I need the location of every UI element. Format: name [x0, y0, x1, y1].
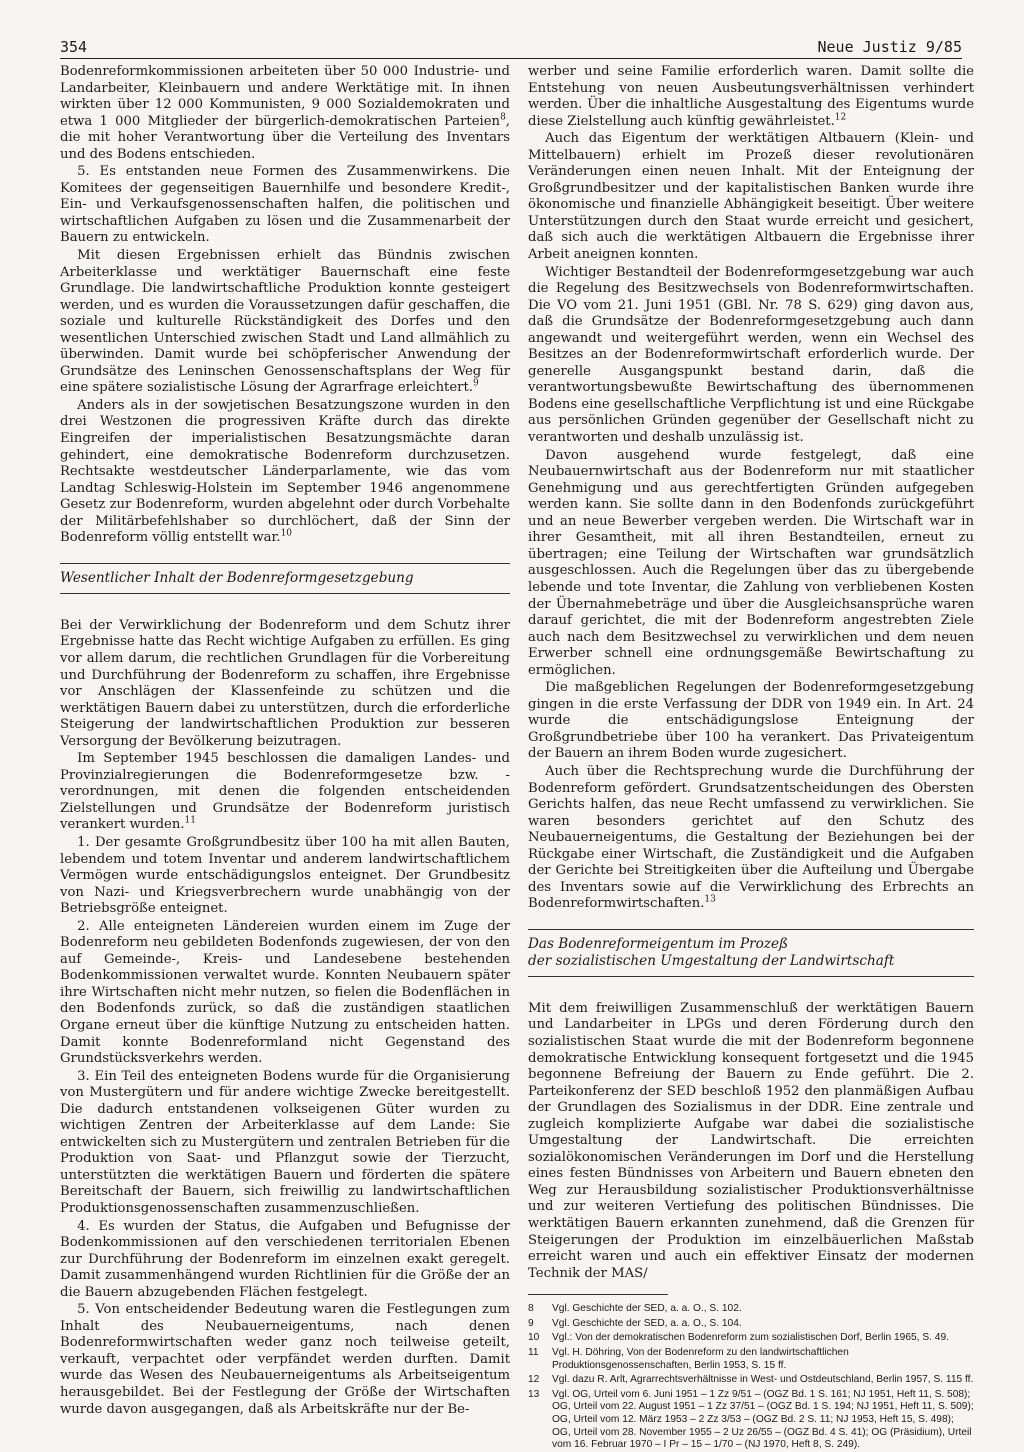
paragraph: Anders als in der sowjetischen Besatzungszone wurden in den drei Westzonen die progressiven Kräfte durch das direkte Eingreifen der imperialistischen Besatzungsmächte daran gehindert, eine demokratische Bodenreform durchzusetzen. Rechtsakte westdeutscher Länderparlamente, wie das vom Landtag Schleswig-Holstein im September 1946 angenommene Gesetz zur Bodenreform, wurden abgelehnt oder durch Vorbehalte der Militärbefehlshaber so durchlöchert, daß der Sinn der Bodenreform völlig entstellt war.$^{10}$	[60, 397, 510, 546]
paragraph: 2. Alle enteigneten Ländereien wurden einem im Zuge der Bodenreform neu gebildeten Bodenfonds zugewiesen, der von den auf Gemeinde-, Kreis- und Landesebene bestehenden Bodenkommissionen verwaltet wurde. Konnten Neubauern später ihre Wirtschaften nicht mehr nutzen, so fielen die Bodenflächen in den Bodenfonds zurück, so daß die zuständigen staatlichen Organe erneut über die künftige Nutzung zu entscheiden hatten. Damit konnte Bodenreformland nicht Gegenstand des Grundstücksverkehrs werden.	[60, 918, 510, 1067]
footnote: 9 Vgl. Geschichte der SED, a. a. O., S. 104.	[528, 1317, 742, 1329]
footnote: 11 Vgl. H. Döhring, Von der Bodenreform zu den landwirtschaftlichen Produktionsgenossenschaften, Berlin 1953, S. 15 ff.	[528, 1346, 849, 1371]
paragraph: Die maßgeblichen Regelungen der Bodenreformgesetzgebung gingen in die erste Verfassung der DDR von 1949 ein. In Art. 24 wurde die entschädigungslose Enteignung der Großgrundbetriebe über 100 ha verankert. Das Privateigentum der Bauern an ihrem Boden wurde zugesichert.	[528, 680, 974, 762]
paragraph: 3. Ein Teil des enteigneten Bodens wurde für die Organisierung von Mustergütern und für andere wichtige Zwecke bereitgestellt. Die dadurch entstandenen volkseigenen Güter wurden zu wichtigen Zentren der Arbeiterklasse auf dem Lande: Sie entwickelten sich zu Mustergütern und zentralen Betrieben für die Produktion von Saat- und Pflanzgut sowie der Tierzucht, unterstützten die werktätigen Bauern und förderten die spätere Bereitschaft der Bauern, sich freiwillig zu landwirtschaftlichen Produktionsgenossenschaften zusammenzuschließen.	[60, 1068, 510, 1216]
footnote: 13 Vgl. OG, Urteil vom 6. Juni 1951 – 1 Zz 9/51 – (OGZ Bd. 1 S. 161; NJ 1951, Heft 11, S. 508); OG, Urteil vom 22. August 1951 – 1 Zz 37/51 – (OGZ Bd. 1 S. 194; NJ 1951, Heft 11, S. 509); OG, Urteil vom 12. März 1953 – 2 Zz 3/53 – (OGZ Bd. 2 S. 11; NJ 1953, Heft 15, S. 498); OG, Urteil vom 28. November 1955 – 2 Uz 26/55 – (OGZ Bd. 4 S. 41); OG (Präsidium), Urteil vom 16. Februar 1970 – I Pr – 15 – 1/70 – (NJ 1970, Heft 8, S. 249).	[528, 1388, 974, 1451]
paragraph: Im September 1945 beschlossen die damaligen Landes- und Provinzialregierungen die Bodenreformgesetze bzw. -verordnungen, mit denen die folgenden entscheidenden Zielstellungen und Grundsätze der Bodenreform juristisch verankert wurden.$^{11}$	[60, 751, 510, 833]
paragraph: Davon ausgehend wurde festgelegt, daß eine Neubauernwirtschaft aus der Bodenreform nur mit staatlicher Genehmigung und aus gerechtfertigten Gründen aufgegeben werden kann. Sie sollte dann in den Bodenfonds zurückgeführt und an neue Bewerber vergeben werden. Die Wirtschaft war in ihrer Gesamtheit, mit all ihren Bestandteilen, erneut zu übertragen; eine Teilung der Wirtschaften war grundsätzlich ausgeschlossen. Auch die Regelungen über das zu übergebende lebende und tote Inventar, die Zahlung von verbliebenen Kosten der Übernahmebeträge und über die Ausgleichsansprüche waren darauf gerichtet, die mit der Bodenreform angestrebten Ziele auch nach dem Besitzwechsel zu verwirklichen und dem neuen Erwerber schnell eine ordnungsgemäße Bewirtschaftung zu ermöglichen.	[528, 447, 974, 678]
paragraph: 5. Von entscheidender Bedeutung waren die Festlegungen zum Inhalt des Neubauerneigentums, nach denen Bodenreformwirtschaften weder ganz noch teilweise geteilt, verkauft, verpachtet oder verpfändet werden durften. Damit wurde das Wesen des Neubauerneigentums als Arbeitseigentum herausgebildet. Bei der Festlegung der Größe der Wirtschaften wurde davon ausgegangen, daß als Arbeitskräfte nur der Be-	[60, 1302, 510, 1417]
footnote: 10 Vgl.: Von der demokratischen Bodenreform zum sozialistischen Dorf, Berlin 1965, S. 49.	[528, 1332, 949, 1344]
footnote: 8 Vgl. Geschichte der SED, a. a. O., S. 102.	[528, 1303, 742, 1315]
footnote: 12 Vgl. dazu R. Arlt, Agrarrechtsverhältnisse in West- und Ostdeutschland, Berlin 1957, S. 115 ff.	[528, 1374, 974, 1386]
section-heading: Wesentlicher Inhalt der Bodenreformgesetzgebung	[60, 563, 510, 594]
footnotes	[528, 1303, 974, 1452]
paragraph: Auch das Eigentum der werktätigen Altbauern (Klein- und Mittelbauern) erhielt im Prozeß dieser revolutionären Veränderungen einen neuen Inhalt. Mit der Enteignung der Großgrundbesitzer und der kapitalistischen Banken wurde ihre ökonomische und finanzielle Abhängigkeit beseitigt. Über weitere Unterstützungen durch den Staat wurde erreicht und gesichert, daß sich auch die werktätigen Altbauern die Ergebnisse ihrer Arbeit aneignen konnten.	[528, 131, 974, 263]
paragraph: Mit dem freiwilligen Zusammenschluß der werktätigen Bauern und Landarbeiter in LPGs und deren Förderung durch den sozialistischen Staat wurde die mit der Bodenreform begonnene demokratische Entwicklung konsequent fortgesetzt und die 1945 begonnene Befreiung der Bauern zu Ende geführt. Die 2. Parteikonferenz der SED beschloß 1952 den planmäßigen Aufbau der Grundlagen des Sozialismus in der DDR. Eine zentrale und zugleich komplizierte Aufgabe war dabei die sozialistische Umgestaltung der Landwirtschaft. Die erreichten sozialökonomischen Veränderungen im Dorf und die Herstellung eines festen Bündnisses von Arbeitern und Bauern ebneten den Weg zur Herausbildung sozialistischer Produktionsverhältnisse und zur weiteren Vertiefung des politischen Bündnisses. Die werktätigen Bauern erkannten zunehmend, daß die Grenzen für Steigerungen der Produktion im einzelbäuerlichen Maßstab erreicht waren und auch ein effektiver Einsatz der modernen Technik der MAS/	[528, 1000, 974, 1281]
footnote-rule	[528, 1294, 668, 1301]
section-heading: Das Bodenreformeigentum im Prozeß der sozialistischen Umgestaltung der Landwirtschaft	[528, 929, 974, 977]
page-number: 354	[60, 38, 88, 56]
paragraph: 4. Es wurden der Status, die Aufgaben und Befugnisse der Bodenkommissionen auf den verschiedenen territorialen Ebenen zur Durchführung der Bodenreform im einzelnen exakt geregelt. Damit zusammenhängend wurden Richtlinien für die Größe der an die Bauern abzugebenden Flächen festgelegt.	[60, 1218, 510, 1300]
paragraph: Mit diesen Ergebnissen erhielt das Bündnis zwischen Arbeiterklasse und werktätiger Bauernschaft eine feste Grundlage. Die landwirtschaftliche Produktion konnte gesteigert werden, und es wurden die Voraussetzungen dafür geschaffen, die soziale und kulturelle Rückständigkeit des Dorfes und den wesentlichen Unterschied zwischen Stadt und Land allmählich zu überwinden. Damit wurde bei schöpferischer Anwendung der Grundsätze des Leninschen Genossenschaftsplans der Weg für eine spätere sozialistische Lösung der Agrarfrage erleichtert.$^9$	[60, 248, 510, 396]
paragraph: 5. Es entstanden neue Formen des Zusammenwirkens. Die Komitees der gegenseitigen Bauernhilfe und besondere Kredit-, Ein- und Verkaufsgenossenschaften halfen, die politischen und wirtschaftlichen Aufgaben zu lösen und die Zusammenarbeit der Bauern zu entwickeln.	[60, 164, 510, 246]
right-column	[528, 64, 974, 1452]
paragraph: Auch über die Rechtsprechung wurde die Durchführung der Bodenreform gefördert. Grundsatzentscheidungen des Obersten Gerichts halfen, das neue Recht umfassend zu verwirklichen. Sie waren besonders gerichtet auf den Schutz des Neubauerneigentums, die Gestaltung der Beziehungen bei der Rückgabe einer Wirtschaft, die Zuständigkeit und die Aufgaben der Gerichte bei Streitigkeiten über die Aufteilung und Übergabe des Inventars sowie auf die Verwirklichung des Erbrechts an Bodenreformwirtschaften.$^{13}$	[528, 763, 974, 912]
header-rule	[60, 58, 962, 59]
paragraph: Wichtiger Bestandteil der Bodenreformgesetzgebung war auch die Regelung des Besitzwechsels von Bodenreformwirtschaften. Die VO vom 21. Juni 1951 (GBl. Nr. 78 S. 629) ging davon aus, daß die Grundsätze der Bodenreformgesetzgebung auch dann angewandt und weitergeführt werden, wenn ein Wechsel des Besitzes an der Bodenreformwirtschaft erforderlich wurde. Der generelle Ausgangspunkt bestand darin, daß die verantwortungsbewußte Bewirtschaftung des übernommenen Bodens eine gesellschaftliche Verpflichtung ist und eine Rückgabe aus persönlichen Gründen gegenüber der Gesellschaft nicht zu verantworten und deshalb unzulässig ist.	[528, 264, 974, 446]
paragraph: werber und seine Familie erforderlich waren. Damit sollte die Entstehung von neuen Ausbeutungsverhältnissen verhindert werden. Über die inhaltliche Ausgestaltung des Eigentums wurde diese Zielstellung auch künftig gewährleistet.$^{12}$	[528, 64, 974, 129]
paragraph: Bodenreformkommissionen arbeiteten über 50 000 Industrie- und Landarbeiter, Kleinbauern und andere Werktätige mit. In ihnen wirkten über 12 000 Kommunisten, 9 000 Sozialdemokraten und etwa 1 000 Mitglieder der bürgerlich-demokratischen Parteien$^8$, die mit hoher Verantwortung über die Verteilung des Inventars und des Bodens entschieden.	[60, 64, 510, 162]
paragraph: 1. Der gesamte Großgrundbesitz über 100 ha mit allen Bauten, lebendem und totem Inventar und anderem landwirtschaftlichem Vermögen wurde entschädigungslos enteignet. Der Grundbesitz von Nazi- und Kriegsverbrechern wurde unabhängig von der Betriebsgröße enteignet.	[60, 834, 510, 917]
paragraph: Bei der Verwirklichung der Bodenreform und dem Schutz ihrer Ergebnisse hatte das Recht wichtige Aufgaben zu erfüllen. Es ging vor allem darum, die rechtlichen Grundlagen für die Vorbereitung und Durchführung der Bodenreform zu schaffen, ihre Ergebnisse vor Anschlägen der Klassenfeinde zu schützen und die werktätigen Bauern dabei zu unterstützen, durch die erforderliche Steigerung der landwirtschaftlichen Produktion zur besseren Versorgung der Bevölkerung beizutragen.	[60, 617, 510, 749]
left-column	[60, 64, 510, 1418]
journal-issue: Neue Justiz 9/85	[817, 38, 962, 56]
